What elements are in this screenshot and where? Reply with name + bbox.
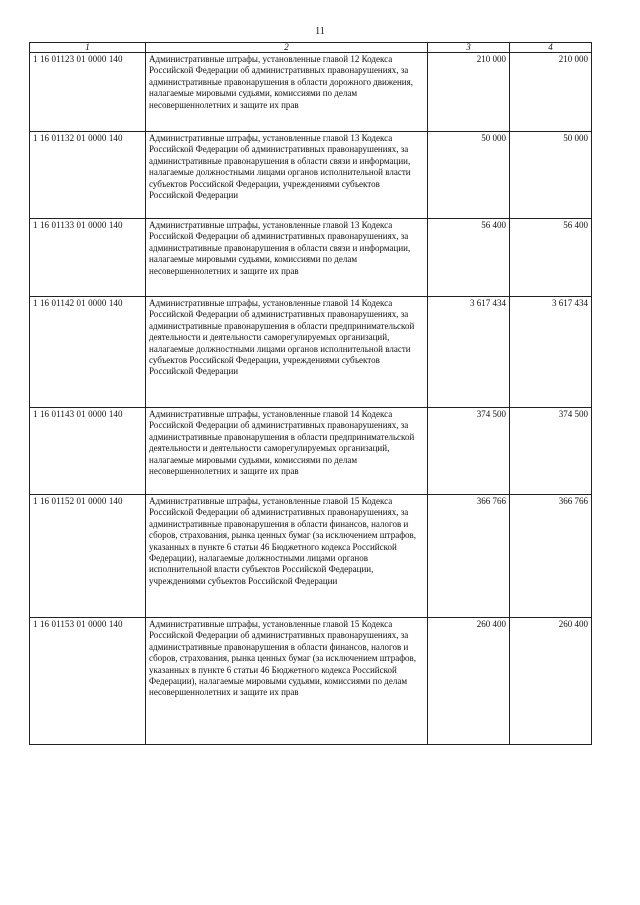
amount-col4-cell: 260 400 [510,618,592,745]
amount-col4-cell: 210 000 [510,53,592,132]
budget-code-cell: 1 16 01143 01 0000 140 [30,408,146,495]
amount-col4-cell: 56 400 [510,219,592,297]
amount-col3-cell: 366 766 [428,495,510,618]
table-row [30,132,592,219]
amount-col3-cell: 374 500 [428,408,510,495]
amount-col4-cell: 366 766 [510,495,592,618]
income-name-cell: Административные штрафы, установленные главой 14 Кодекса Российской Федерации об административных правонарушениях, за административные правонарушения в области предпринимательской деятельности и деятельности саморегулируемых организаций, налагаемые должностными лицами органов исполнительной власти субъектов Российской Федерации, учреждениями субъектов Российской Федерации [146,297,428,408]
page-number: 11 [315,26,325,37]
amount-col3-cell: 50 000 [428,132,510,219]
amount-col4-cell: 50 000 [510,132,592,219]
table-row [30,219,592,297]
amount-col3-cell: 210 000 [428,53,510,132]
income-name-cell: Административные штрафы, установленные главой 15 Кодекса Российской Федерации об административных правонарушениях, за административные правонарушения в области финансов, налогов и сборов, страхования, рынка ценных бумаг (за исключением штрафов, указанных в пункте 6 статьи 46 Бюджетного кодекса Российской Федерации), налагаемые мировыми судьями, комиссиями по делам несовершеннолетних и защите их прав [146,618,428,745]
column-header-4: 4 [510,43,592,53]
amount-col4-cell: 374 500 [510,408,592,495]
table-header-row [30,43,592,53]
budget-code-cell: 1 16 01152 01 0000 140 [30,495,146,618]
budget-code-cell: 1 16 01133 01 0000 140 [30,219,146,297]
table-row [30,53,592,132]
column-header-3: 3 [428,43,510,53]
budget-table [29,42,592,745]
budget-code-cell: 1 16 01132 01 0000 140 [30,132,146,219]
budget-code-cell: 1 16 01153 01 0000 140 [30,618,146,745]
amount-col3-cell: 56 400 [428,219,510,297]
income-name-cell: Административные штрафы, установленные главой 13 Кодекса Российской Федерации об административных правонарушениях, за административные правонарушения в области связи и информации, налагаемые мировыми судьями, комиссиями по делам несовершеннолетних и защите их прав [146,219,428,297]
budget-code-cell: 1 16 01142 01 0000 140 [30,297,146,408]
income-name-cell: Административные штрафы, установленные главой 13 Кодекса Российской Федерации об административных правонарушениях, за административные правонарушения в области связи и информации, налагаемые должностными лицами органов исполнительной власти субъектов Российской Федерации, учреждениями субъектов Российской Федерации [146,132,428,219]
budget-code-cell: 1 16 01123 01 0000 140 [30,53,146,132]
table-row [30,618,592,745]
income-name-cell: Административные штрафы, установленные главой 12 Кодекса Российской Федерации об административных правонарушениях, за административные правонарушения в области дорожного движения, налагаемые мировыми судьями, комиссиями по делам несовершеннолетних и защите их прав [146,53,428,132]
table-row [30,495,592,618]
table-row [30,297,592,408]
column-header-2: 2 [146,43,428,53]
income-name-cell: Административные штрафы, установленные главой 14 Кодекса Российской Федерации об административных правонарушениях, за административные правонарушения в области предпринимательской деятельности и деятельности саморегулируемых организаций, налагаемые мировыми судьями, комиссиями по делам несовершеннолетних и защите их прав [146,408,428,495]
amount-col3-cell: 3 617 434 [428,297,510,408]
table-row [30,408,592,495]
column-header-1: 1 [30,43,146,53]
income-name-cell: Административные штрафы, установленные главой 15 Кодекса Российской Федерации об административных правонарушениях, за административные правонарушения в области финансов, налогов и сборов, страхования, рынка ценных бумаг (за исключением штрафов, указанных в пункте 6 статьи 46 Бюджетного кодекса Российской Федерации), налагаемые должностными лицами органов исполнительной власти субъектов Российской Федерации, учреждениями субъектов Российской Федерации [146,495,428,618]
amount-col3-cell: 260 400 [428,618,510,745]
amount-col4-cell: 3 617 434 [510,297,592,408]
